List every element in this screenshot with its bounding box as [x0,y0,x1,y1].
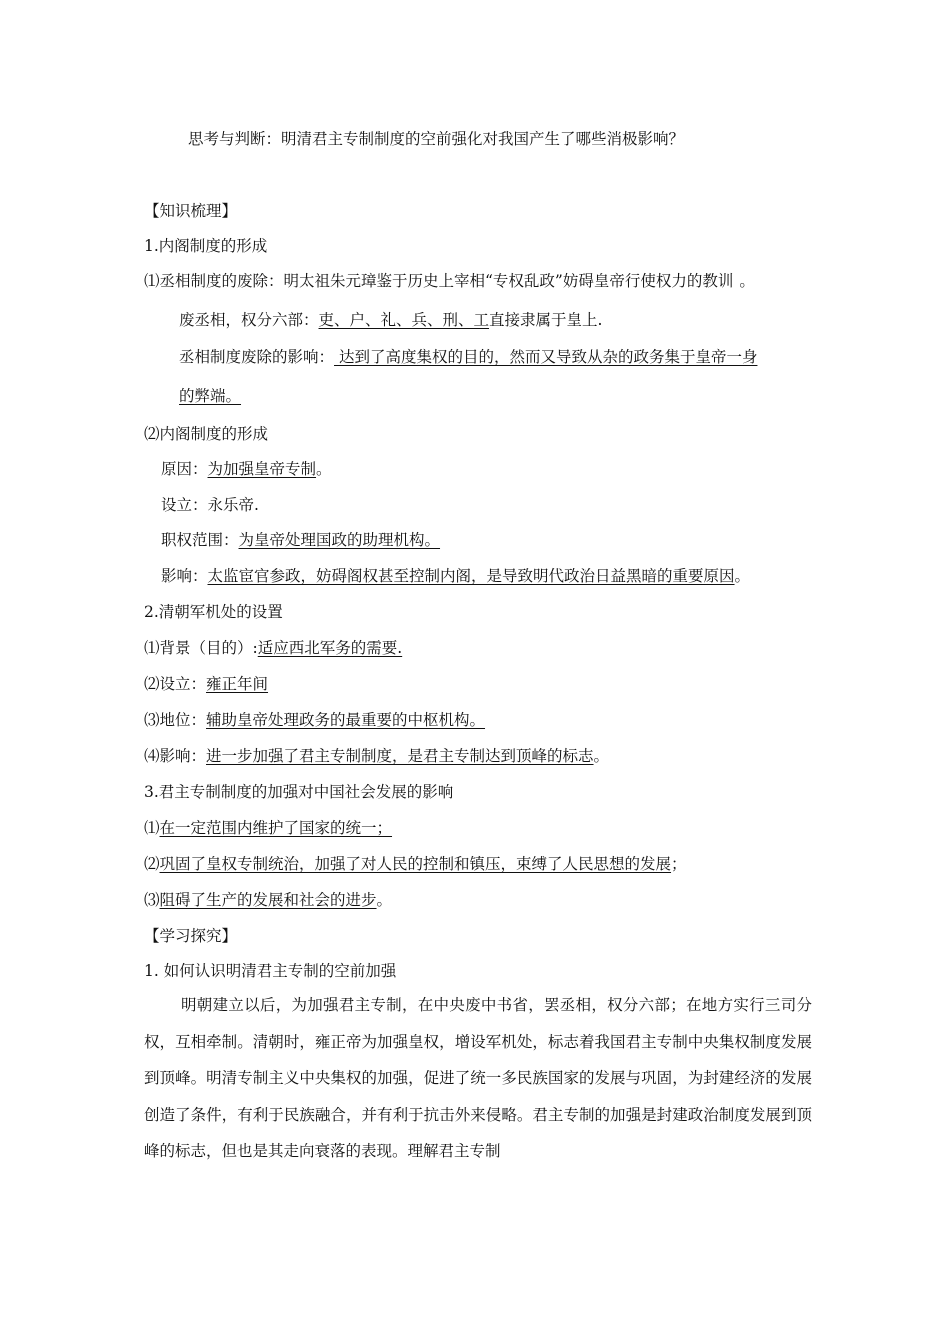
impact-item-1-answer: 在一定范围内维护了国家的统一； [159,819,393,837]
point-1-2: ⑵内阁制度的形成 [144,425,269,443]
point-1-1-end: 。 [739,272,755,290]
impact-label: 丞相制度废除的影响： [179,348,335,366]
established-answer: 雍正年间 [206,675,269,693]
scope-answer: 为皇帝处理国政的助理机构。 [238,531,441,549]
effect-answer: 太监宦官参政，妨碍阁权甚至控制内阁，是导致明代政治日益黑暗的重要原因 [207,567,735,585]
abolish-chancellor-line [179,309,602,331]
cabinet-reason [161,458,332,480]
scope-label: 职权范围： [161,531,239,549]
impact-item-3-end: 。 [376,891,393,909]
impact-item-2 [144,853,687,875]
point-1-1-text: ⑴丞相制度的废除：明太祖朱元璋鉴于历史上宰相“专权乱政”妨碍皇帝行使权力的教训 [144,272,734,290]
section-heading-explore: 【学习探究】 [144,927,238,945]
position-answer: 辅助皇帝处理政务的最重要的中枢机构。 [206,711,486,729]
cabinet-scope [161,529,440,551]
impact-item-2-end: ； [671,855,687,873]
influence-label: ⑷影响： [144,747,207,765]
influence-end: 。 [593,747,610,765]
effect-label: 影响： [161,567,208,585]
explore-question-1: 1. 如何认识明清君主专制的空前加强 [144,962,397,980]
established-label: ⑵设立： [144,675,207,693]
topic-2-title: 2.清朝军机处的设置 [144,603,283,621]
abolish-impact-line-2 [179,385,241,407]
impact-item-1-label: ⑴ [144,819,160,837]
cabinet-setup: 设立：永乐帝. [161,496,259,514]
abolish-suffix: 直接隶属于皇上. [489,311,603,329]
explore-paragraph: 明朝建立以后，为加强君主专制，在中央废中书省，罢丞相，权分六部；在地方实行三司分权，互相牵制。清朝时，雍正帝为加强皇权，增设军机处，标志着我国君主专制中央集权制度发展到顶峰。明清专制主义中央集权的加强，促进了统一多民族国家的发展与巩固，为封建经济的发展创造了条件，有利于民族融合，并有利于抗击外来侵略。君主专制的加强是封建政治制度发展到顶峰的标志，但也是其走向衰落的表现。理解君主专制 [144,996,812,1161]
background-answer: 适应西北军务的需要. [257,639,403,657]
impact-item-2-answer: 巩固了皇权专制统治，加强了对人民的控制和镇压，束缚了人民思想的发展 [159,855,672,873]
impact-item-3 [144,889,392,911]
reason-label: 原因： [161,460,208,478]
impact-answer-1: 达到了高度集权的目的，然而又导致从杂的政务集于皇帝一身 [334,348,758,366]
topic-3-title: 3.君主专制制度的加强对中国社会发展的影响 [144,783,454,801]
council-position [144,709,485,731]
reason-answer: 为加强皇帝专制 [207,460,317,478]
abolish-impact-line [179,346,757,368]
council-established [144,673,268,695]
council-influence [144,745,609,767]
impact-item-3-answer: 阻碍了生产的发展和社会的进步 [159,891,377,909]
six-ministries-answer: 吏、户、礼、兵、刑、工 [318,311,490,329]
impact-item-3-label: ⑶ [144,891,160,909]
point-1-1 [144,270,755,292]
cabinet-effect [161,565,750,587]
reason-end: 。 [316,460,332,478]
council-background [144,637,402,659]
impact-item-2-label: ⑵ [144,855,160,873]
impact-answer-2: 的弊端。 [179,387,242,405]
abolish-label: 废丞相，权分六部： [179,311,319,329]
thinking-question: 思考与判断：明清君主专制制度的空前强化对我国产生了哪些消极影响？ [188,130,685,148]
influence-answer: 进一步加强了君主专制制度，是君主专制达到顶峰的标志 [206,747,594,765]
section-heading-knowledge: 【知识梳理】 [144,202,238,220]
impact-item-1 [144,817,392,839]
effect-end: 。 [734,567,751,585]
topic-1-title: 1.内阁制度的形成 [144,237,268,255]
position-label: ⑶地位： [144,711,207,729]
background-label: ⑴背景（目的）: [144,639,258,657]
